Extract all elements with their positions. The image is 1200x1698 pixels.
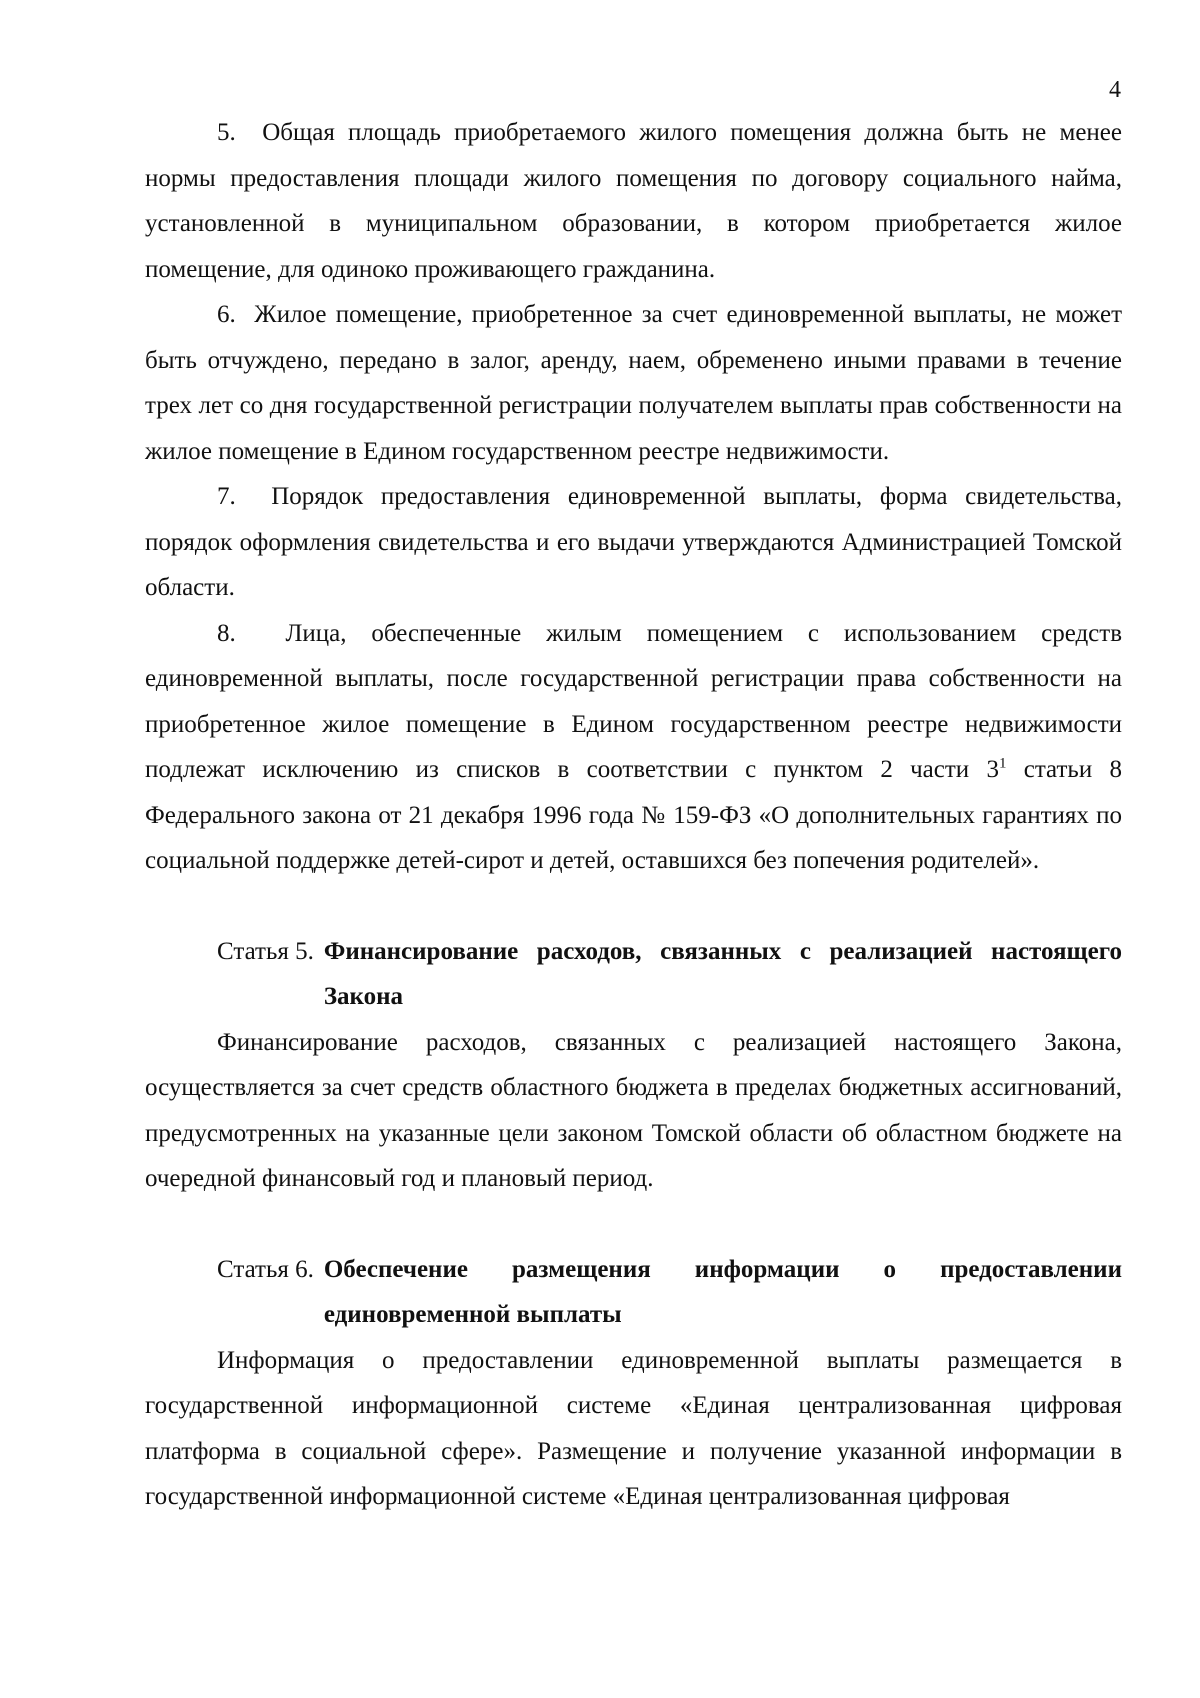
- page-number: 4: [1109, 77, 1121, 103]
- paragraph-text: Жилое помещение, приобретенное за счет единовременной выплаты, не может быть отчуждено, передано в залог, аренду, наем, обременено иными правами в течение трех лет со дня государственной регистрации получателем выплаты прав собственности на жилое помещение в Едином государственном реестре недвижимости.: [145, 301, 1123, 465]
- paragraph-number: 7.: [217, 483, 236, 510]
- document-body: [145, 110, 1122, 1520]
- article-5-heading: [217, 929, 1122, 1020]
- article-6-text: Информация о предоставлении единовременной выплаты размещается в государственной информационной системе «Единая централизованная цифровая платформа в социальной сфере». Размещение и получение указанной информации в государственной информационной системе «Единая централизованная цифровая: [145, 1346, 1122, 1510]
- paragraph-text-part-1: Лица, обеспеченные жилым помещением с использованием средств единовременной выплаты, после государственной регистрации права собственности на приобретенное жилое помещение в Едином государственном реестре недвижимости подлежат исключению из списков в соответствии с пунктом 2 части 3: [145, 619, 1123, 783]
- paragraph-text: Общая площадь приобретаемого жилого помещения должна быть не менее нормы предоставления площади жилого помещения по договору социального найма, установленной в муниципальном образовании, в котором приобретается жилое помещение, для одиноко проживающего гражданина.: [145, 119, 1122, 283]
- paragraph-7: [145, 474, 1122, 611]
- article-5-text: Финансирование расходов, связанных с реализацией настоящего Закона, осуществляется за счет средств областного бюджета в пределах бюджетных ассигнований, предусмотренных на указанные цели законом Томской области об областном бюджете на очередной финансовый год и плановый период.: [145, 1028, 1122, 1192]
- paragraph-6: [145, 292, 1122, 474]
- paragraph-text: Порядок предоставления единовременной выплаты, форма свидетельства, порядок оформления свидетельства и его выдачи утверждаются Администрацией Томской области.: [145, 483, 1122, 601]
- paragraph-number: 8.: [217, 619, 236, 647]
- paragraph-8: [145, 611, 1122, 884]
- paragraph-number: 6.: [217, 301, 236, 328]
- superscript: 1: [998, 755, 1007, 772]
- article-label: Статья 5.: [217, 937, 314, 965]
- article-6-heading: [217, 1247, 1122, 1338]
- article-title: Финансирование расходов, связанных с реализацией настоящего Закона: [323, 937, 1122, 1010]
- paragraph-number: 5.: [217, 119, 236, 146]
- article-title: Обеспечение размещения информации о предоставлении единовременной выплаты: [323, 1255, 1122, 1328]
- article-label: Статья 6.: [217, 1255, 314, 1283]
- paragraph-5: [145, 110, 1122, 292]
- paragraph-text-part-2: статьи 8 Федерального закона от 21 декабря 1996 года № 159-ФЗ «О дополнительных гарантиях по социальной поддержке детей-сирот и детей, оставшихся без попечения родителей».: [145, 756, 1122, 874]
